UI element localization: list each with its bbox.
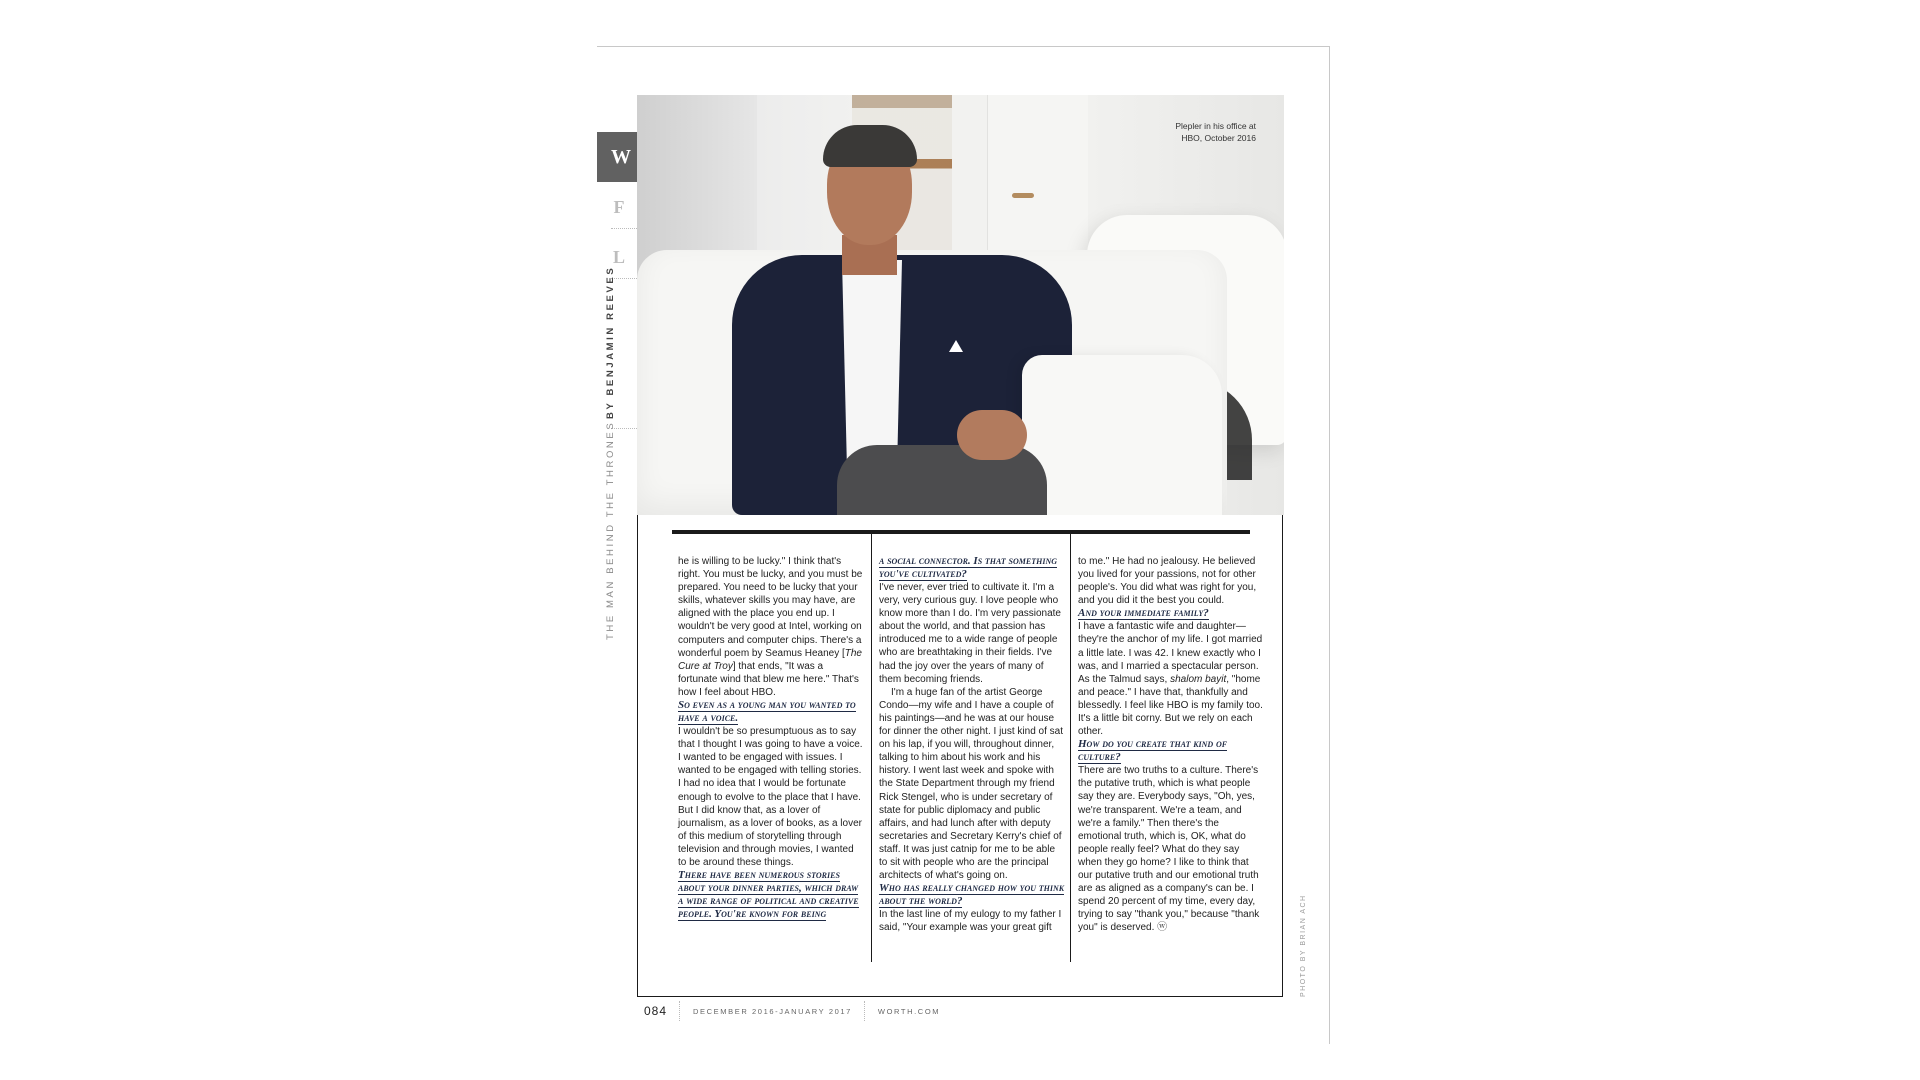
tab-f[interactable]: F xyxy=(613,197,625,217)
text-column-3 xyxy=(1078,555,1264,934)
text-column-1 xyxy=(678,555,864,921)
paragraph: to me." He had no jealousy. He believed you lived for your passions, not for other people's. You did what was right for you, and you did it the best you could. xyxy=(1078,556,1257,607)
page-footer xyxy=(644,1000,952,1022)
article-headline: THE MAN BEHIND THE THRONES xyxy=(605,420,616,640)
paragraph: In the last line of my eulogy to my father I said, "Your example was your great gift xyxy=(879,909,1062,934)
interview-question: And your immediate family? xyxy=(1078,607,1209,620)
text-top-rule xyxy=(672,530,1250,534)
photo-credit: PHOTO BY BRIAN ACH xyxy=(1300,894,1307,997)
column-divider xyxy=(871,534,872,962)
site-link[interactable]: WORTH.COM xyxy=(877,1006,941,1016)
interview-question: Who has really changed how you think about the world? xyxy=(879,882,1065,908)
photo-caption: Plepler in his office at HBO, October 2016 xyxy=(1175,121,1256,143)
interview-question: How do you create that kind of culture? xyxy=(1078,738,1228,764)
tab-worth-w[interactable]: W xyxy=(597,132,643,182)
tab-divider xyxy=(611,228,637,229)
paragraph: There are two truths to a culture. There's the putative truth, which is what people say they are. Everybody says, "Oh, yes, we're transparent. We're a team, and we're a family." Then there's the emotional truth, which is, OK, what do people really feel? What do they say when they go home? I like to think that our putative truth and our emotional truth are as aligned as a company's can be. I spend 20 percent of my time, every day, trying to say "thank you," because "thank you" is deserved. ⓦ xyxy=(1078,765,1260,934)
paragraph: I'm a huge fan of the artist George Condo—my wife and I have a couple of his paintings—and he was at our house for dinner the other night. I just kind of sat on his lap, if you will, throughout dinner, talking to him about his work and his history. I went last week and spoke with the State Department through my friend Rick Stengel, who is under secretary of state for public diplomacy and public affairs, and had lunch after with deputy secretaries and Secretary Kerry's chief of staff. It was just catnip for me to be able to sit with people who are the principal architects of what's going on. xyxy=(879,686,1063,882)
interview-question: a social connector. Is that something you've cultivated? xyxy=(879,555,1058,580)
page-top-rule xyxy=(597,46,1330,47)
column-divider xyxy=(1070,534,1071,962)
interview-question: There have been numerous stories about your dinner parties, which draw a wide range of political and creative people. You're known for being xyxy=(678,869,859,921)
tab-l[interactable]: L xyxy=(612,247,625,267)
issue-date: DECEMBER 2016-JANUARY 2017 xyxy=(693,1006,852,1016)
portrait-photo xyxy=(637,95,1284,515)
paragraph: I have a fantastic wife and daughter—they're the anchor of my life. I got married a little late. I was 42. I knew exactly who I was, and I married a spectacular person. As the Talmud says, shalom bayit, "home and peace." I have that, thankfully and blessedly. I feel like HBO is my family too. It's a little bit corny. But we rely on each other. xyxy=(1078,621,1263,738)
byline: BY BENJAMIN REEVES xyxy=(605,265,616,419)
page-number: 084 xyxy=(644,1004,668,1018)
paragraph: I've never, ever tried to cultivate it. I'm a very, very curious guy. I love people who know more than I do. I'm very passionate about the world, and that passion has introduced me to a wide range of people who are breathtaking in their fields. I've had the joy over the years of many of them becoming friends. xyxy=(879,582,1061,685)
text-column-2 xyxy=(879,555,1065,934)
interview-question: So even as a young man you wanted to have a voice. xyxy=(678,699,856,725)
page-right-rule xyxy=(1329,46,1330,1044)
paragraph: he is willing to be lucky." I think that's right. You must be lucky, and you must be prepared. You need to be lucky that your skills, whatever skills you may have, are aligned with the place you end up. I wouldn't be very good at Intel, working on computers and computer chips. There's a wonderful poem by Seamus Heaney [The Cure at Troy] that ends, "It was a fortunate wind that blew me here." That's how I feel about HBO. xyxy=(678,556,863,698)
paragraph: I wouldn't be so presumptuous as to say that I thought I was going to have a voice. I wanted to be engaged with issues. I wanted to be engaged with telling stories. I had no idea that I would be fortunate enough to evolve to the place that I have. But I did know that, as a lover of journalism, as a lover of books, as a lover of this medium of storytelling through television and through movies, I wanted to be around these things. xyxy=(678,726,863,868)
